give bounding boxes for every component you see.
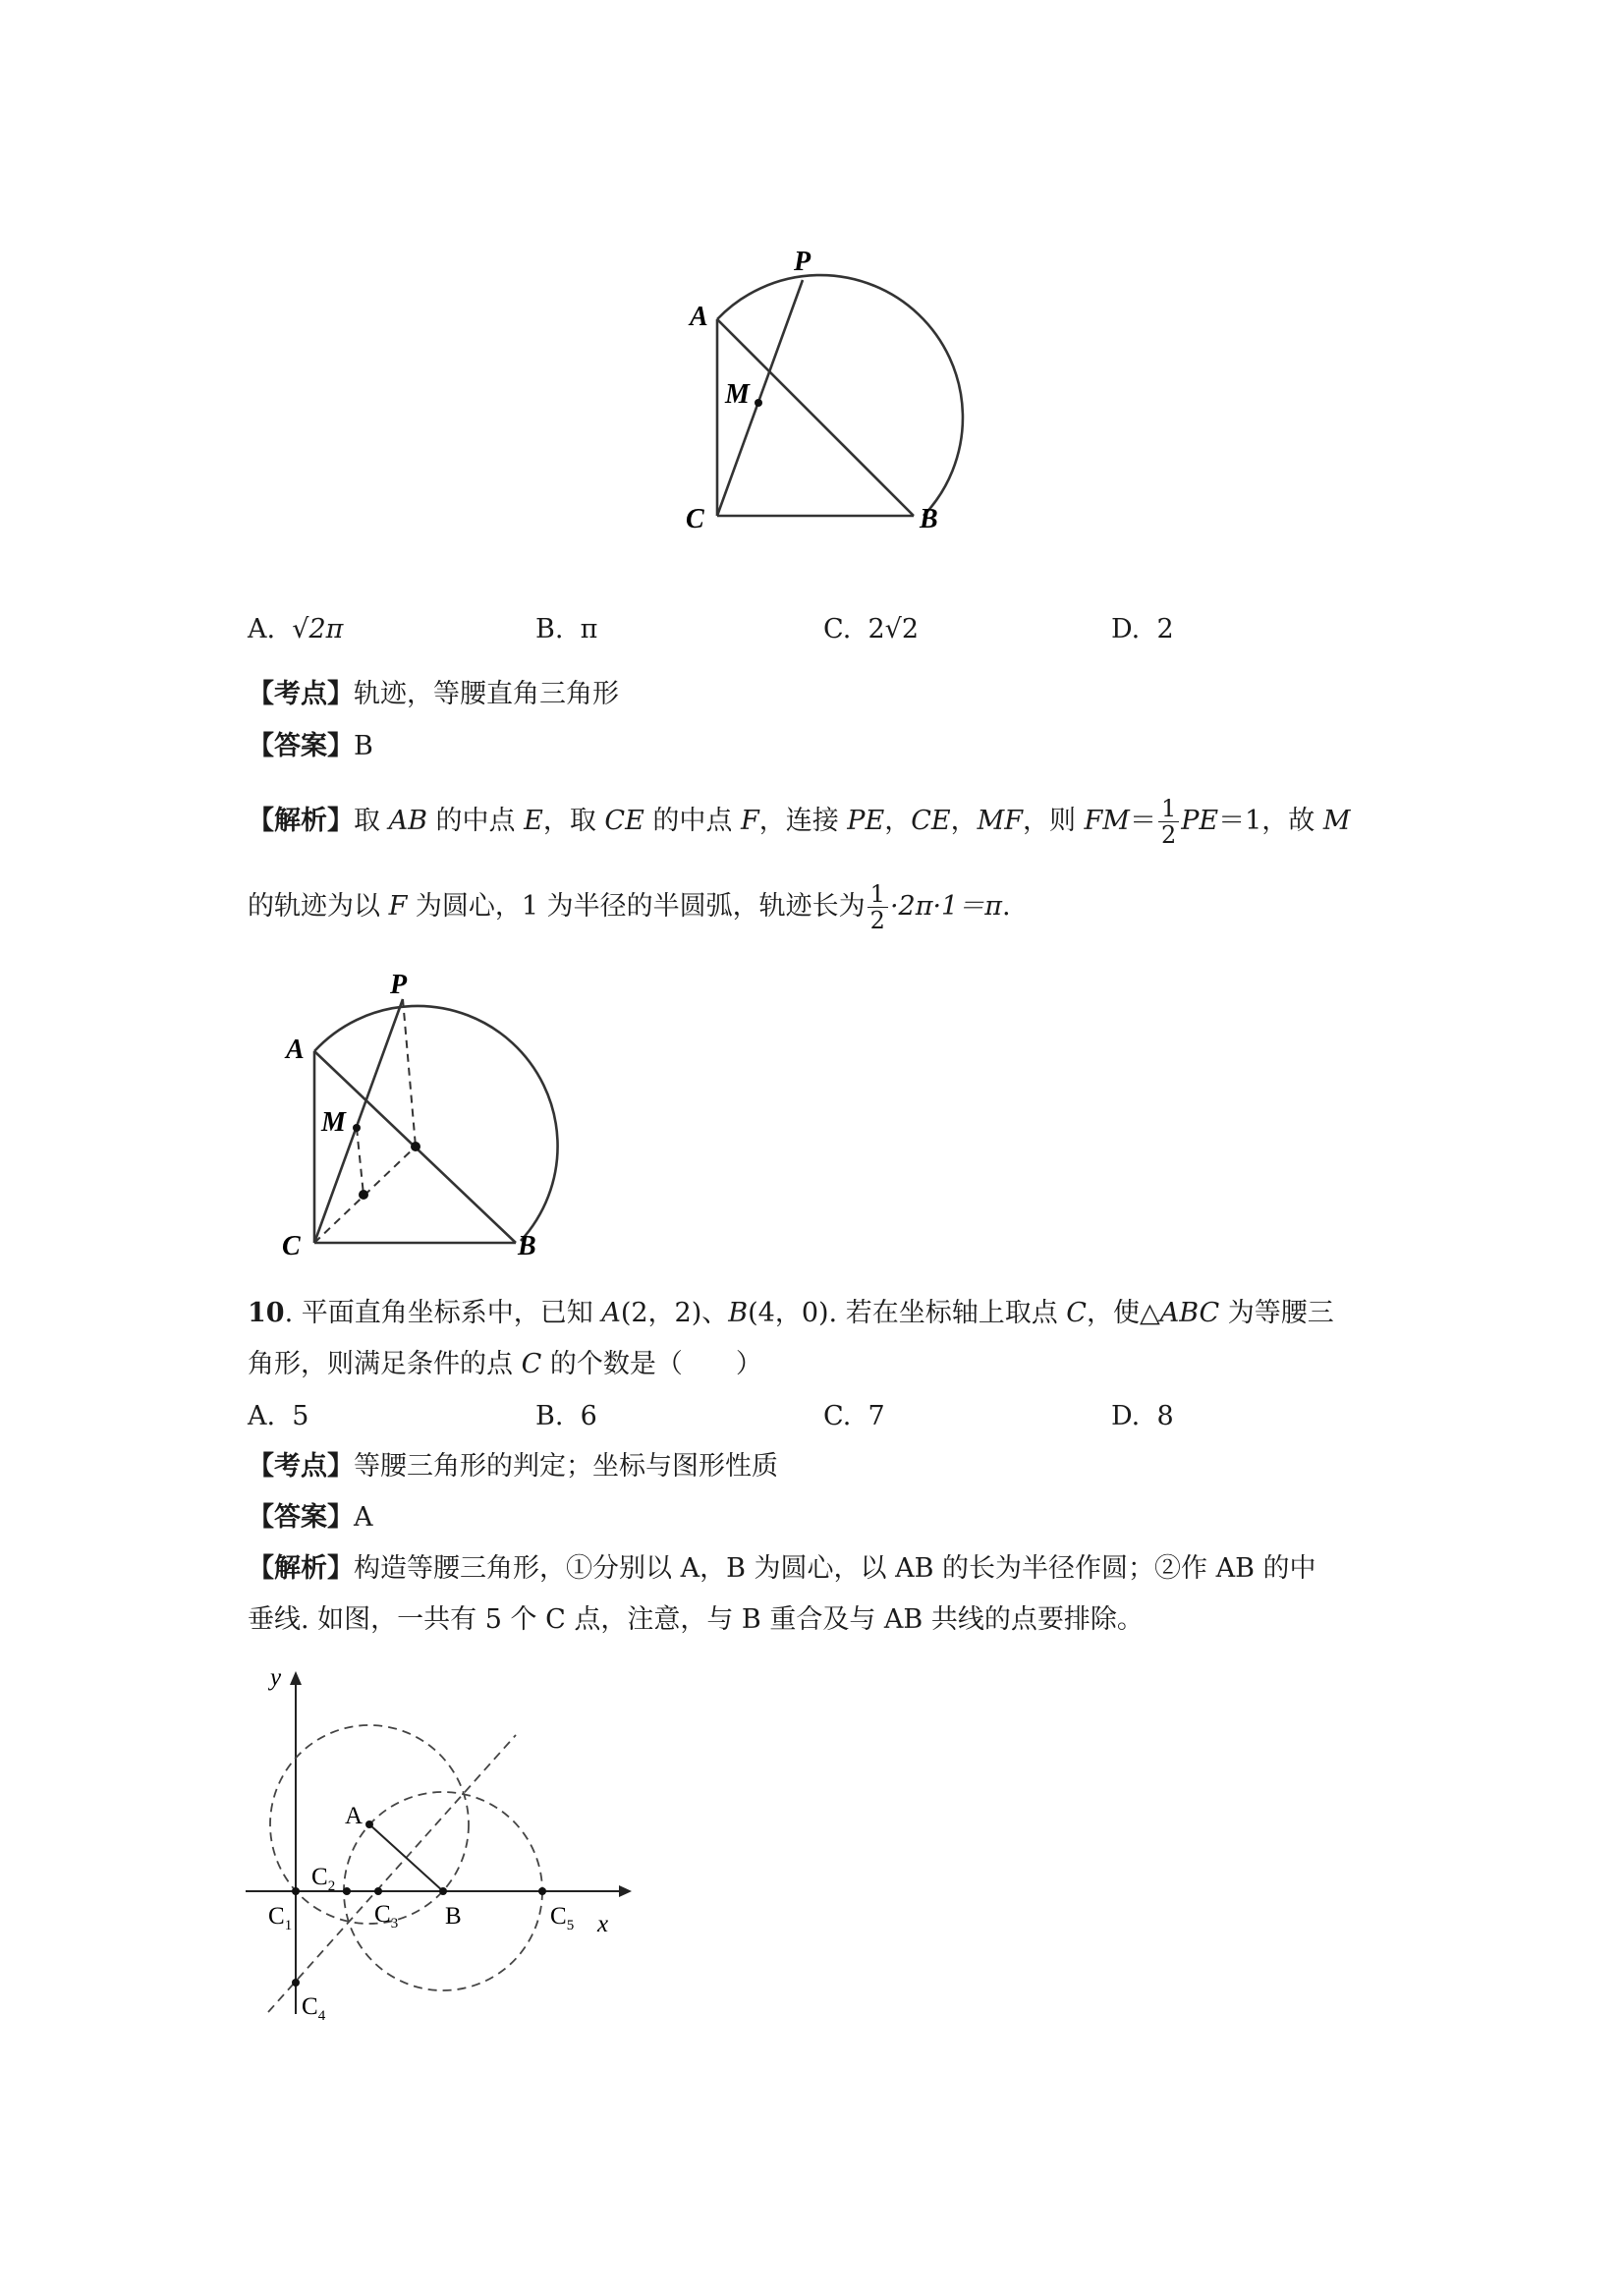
figure-coordinate-circles — [231, 1651, 644, 2034]
q10-option-b: B. 6 — [535, 1401, 597, 1431]
label-c1: $C_1$ — [268, 1903, 293, 1933]
point-c1 — [292, 1887, 300, 1895]
label-p-2: P — [390, 970, 408, 1000]
label-m-2: M — [321, 1107, 346, 1138]
q9-option-a: A. √2π — [248, 614, 344, 644]
q10-answer: 【答案】A — [248, 1502, 373, 1533]
point-c3 — [374, 1887, 382, 1895]
q9-jiexi-line2: 的轨迹为以 F 为圆心，1 为半径的半圆弧，轨迹长为 $\frac{1}{2}$ ·2π·1＝π. — [248, 880, 1011, 934]
point-c5 — [538, 1887, 546, 1895]
perpendicular-bisector — [268, 1735, 516, 2012]
q9-kaodian: 【考点】轨迹，等腰直角三角形 — [248, 679, 619, 709]
q9-option-b: B. π — [535, 614, 598, 644]
fraction-one-half-2: $\frac{1}{2}$ — [867, 881, 888, 933]
point-m-2 — [353, 1124, 361, 1132]
figure-semicircle-1 — [668, 241, 982, 545]
label-c3: $C_3$ — [374, 1901, 399, 1932]
q10-option-c: C. 7 — [823, 1401, 885, 1431]
point-m — [755, 399, 762, 407]
label-b-2: B — [518, 1231, 536, 1261]
q10-jiexi-line1: 【解析】构造等腰三角形，①分别以 A，B 为圆心，以 AB 的长为半径作圆；②作 AB 的中 — [248, 1553, 1316, 1584]
label-b-3: B — [445, 1903, 462, 1930]
arc-ap-b — [717, 275, 963, 516]
label-a-3: A — [345, 1803, 364, 1829]
label-c2: $C_2$ — [311, 1864, 336, 1894]
label-c5: $C_5$ — [550, 1903, 575, 1933]
label-a: A — [690, 302, 708, 332]
q9-option-d: D. 2 — [1111, 614, 1174, 644]
dashed-mf — [357, 1128, 364, 1195]
arc-ap-b-2 — [314, 1006, 558, 1241]
label-c4: $C_4$ — [302, 1993, 326, 2024]
figure-semicircle-2 — [270, 968, 585, 1272]
point-e — [411, 1142, 420, 1151]
q10-stem-line1: 10. 平面直角坐标系中，已知 A(2，2)、B(4，0). 若在坐标轴上取点 C，使△ABC 为等腰三 — [248, 1298, 1334, 1328]
q10-jiexi-line2: 垂线. 如图，一共有 5 个 C 点，注意，与 B 重合及与 AB 共线的点要排除。 — [248, 1604, 1144, 1635]
label-p: P — [794, 247, 812, 277]
segment-ab-3 — [369, 1824, 443, 1891]
point-b-3 — [439, 1887, 447, 1895]
label-b: B — [920, 504, 938, 534]
q9-option-c: C. 2√2 — [823, 614, 920, 644]
fraction-one-half: $\frac{1}{2}$ — [1158, 796, 1179, 848]
dashed-pe — [403, 999, 416, 1147]
label-m: M — [725, 379, 750, 410]
point-c4 — [292, 1979, 300, 1987]
q9-jiexi-line1: 【解析】取 AB 的中点 E，取 CE 的中点 F，连接 PE，CE，MF，则 FM＝ $\frac{1}{2}$ PE＝1，故 M — [248, 795, 1351, 849]
label-a-2: A — [286, 1035, 305, 1065]
point-f — [359, 1190, 368, 1200]
point-a-3 — [365, 1820, 373, 1828]
label-c-2: C — [282, 1231, 301, 1261]
q10-option-a: A. 5 — [248, 1401, 309, 1431]
point-c2 — [343, 1887, 351, 1895]
label-y: y — [270, 1664, 282, 1691]
q10-stem-line2: 角形，则满足条件的点 C 的个数是（ ） — [248, 1349, 762, 1379]
q9-answer: 【答案】B — [248, 731, 373, 761]
x-axis-arrow — [619, 1885, 632, 1897]
label-x: x — [597, 1911, 609, 1937]
label-c: C — [686, 504, 704, 534]
segment-ab — [717, 319, 914, 516]
q10-option-d: D. 8 — [1111, 1401, 1174, 1431]
y-axis-arrow — [290, 1671, 302, 1685]
q10-kaodian: 【考点】等腰三角形的判定；坐标与图形性质 — [248, 1451, 778, 1482]
